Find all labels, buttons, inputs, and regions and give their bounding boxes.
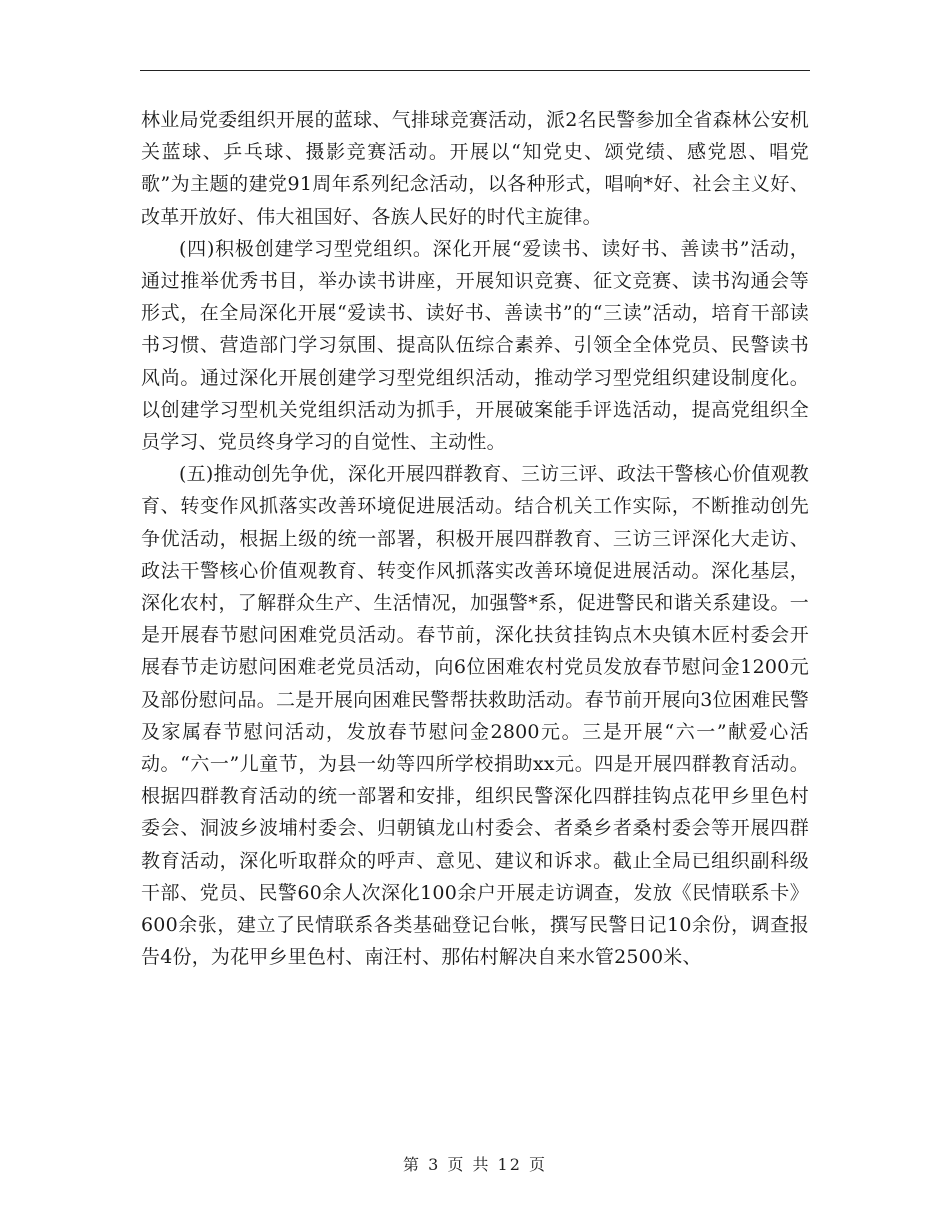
paragraph-create-excellence: (五)推动创先争优，深化开展四群教育、三访三评、政法干警核心价值观教育、转变作风抓落实改善环境促进展活动。结合机关工作实际，不断推动创先争优活动，根据上级的统一部署，积极开展四群教育、三访三评深化大走访、政法干警核心价值观教育、转变作风抓落实改善环境促进展活动。深化基层，深化农村，了解群众生产、生活情况，加强警*系，促进警民和谐关系建设。一是开展春节慰问困难党员活动。春节前，深化扶贫挂钩点木央镇木匠村委会开展春节走访慰问困难老党员活动，向6位困难农村党员发放春节慰问金1200元及部份慰问品。二是开展向困难民警帮扶救助活动。春节前开展向3位困难民警及家属春节慰问活动，发放春节慰问金2800元。三是开展“六一”献爱心活动。“六一”儿童节，为县一幼等四所学校捐助xx元。四是开展四群教育活动。根据四群教育活动的统一部署和安排，组织民警深化四群挂钩点花甲乡里色村委会、洞波乡波埔村委会、归朝镇龙山村委会、者桑乡者桑村委会等开展四群教育活动，深化听取群众的呼声、意见、建议和诉求。截止全局已组织副科级干部、党员、民警60余人次深化100余户开展走访调查，发放《民情联系卡》600余张，建立了民情联系各类基础登记台帐，撰写民警日记10余份，调查报告4份，为花甲乡里色村、南汪村、那佑村解决自来水管2500米、: [141, 463, 809, 969]
page-number: 第 3 页 共 12 页: [403, 1155, 547, 1174]
header-rule: [140, 70, 810, 71]
paragraph-continuation: 林业局党委组织开展的蓝球、气排球竞赛活动，派2名民警参加全省森林公安机关蓝球、乒乓球、摄影竞赛活动。开展以“知党史、颂党绩、感党恩、唱党歌”为主题的建党91周年系列纪念活动，以各种形式，唱响*好、社会主义好、改革开放好、伟大祖国好、各族人民好的时代主旋律。: [141, 109, 809, 228]
document-body: [141, 104, 809, 973]
paragraph-learning-party-organization: (四)积极创建学习型党组织。深化开展“爱读书、读好书、善读书”活动，通过推举优秀书目，举办读书讲座，开展知识竞赛、征文竞赛、读书沟通会等形式，在全局深化开展“爱读书、读好书、善读书”的“三读”活动，培育干部读书习惯、营造部门学习氛围、提高队伍综合素养、引领全全体党员、民警读书风尚。通过深化开展创建学习型党组织活动，推动学习型党组织建设制度化。以创建学习型机关党组织活动为抓手，开展破案能手评选活动，提高党组织全员学习、党员终身学习的自觉性、主动性。: [141, 237, 809, 454]
